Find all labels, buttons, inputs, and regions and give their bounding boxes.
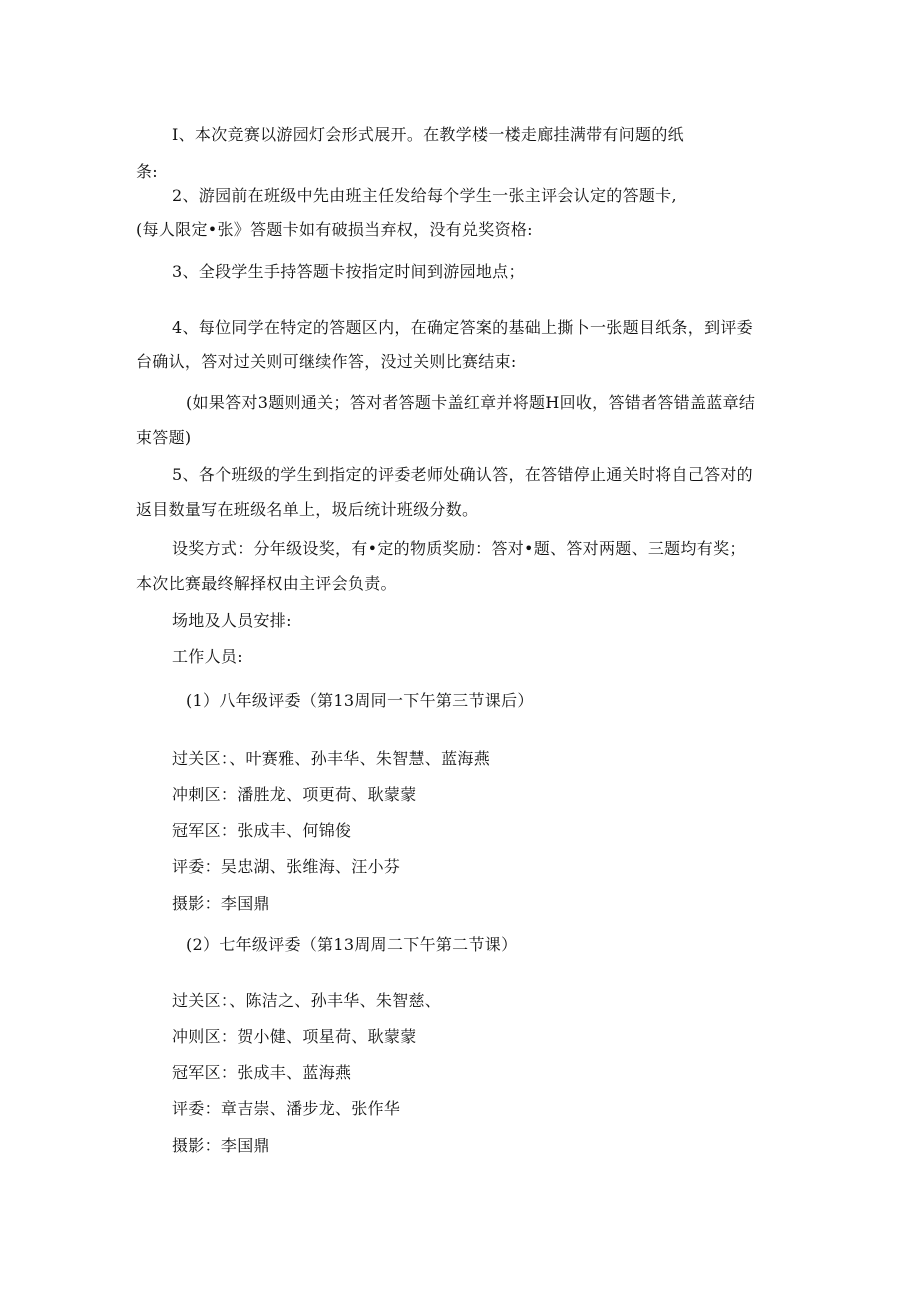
grade7-judges: 评委：章吉崇、潘步龙、张作华	[172, 1099, 401, 1118]
grade8-judges: 评委：吴忠湖、张维海、汪小芬	[172, 857, 401, 876]
grade8-sprint-zone: 冲刺区：潘胜龙、项更荷、耿蒙蒙	[172, 785, 417, 804]
awards-line-2: 本次比赛最终解择权由主评会负责。	[136, 574, 397, 593]
rule-1-line-1: I、本次竞赛以游园灯会形式展开。在教学楼一楼走廊挂满带有问题的纸	[172, 125, 684, 144]
rule-4-line-3: (如果答对3题则通关；答对者答题卡盖红章并将题H回收，答错者答错盖蓝章结	[186, 393, 756, 412]
rule-5-line-2: 返目数量写在班级名单上，圾后统计班级分数。	[136, 500, 479, 519]
venue-heading: 场地及人员安排:	[172, 611, 292, 630]
grade7-sprint-zone: 冲则区：贺小健、项星荷、耿蒙蒙	[172, 1027, 417, 1046]
grade8-pass-zone: 过关区：、叶赛雅、孙丰华、朱智慧、蓝海燕	[172, 749, 491, 768]
rule-5-line-1: 5、各个班级的学生到指定的评委老师处确认答，在答错停止通关时将自己答对的	[172, 465, 753, 484]
grade7-title: (2）七年级评委（第13周周二下午第二节课）	[186, 935, 518, 954]
grade7-champion-zone: 冠军区：张成丰、蓝海燕	[172, 1063, 352, 1082]
grade8-title: (1）八年级评委（第13周同一下午第三节课后）	[186, 691, 534, 710]
grade8-champion-zone: 冠军区：张成丰、何锦俊	[172, 821, 352, 840]
grade8-photo: 摄影：李国鼎	[172, 894, 270, 913]
grade7-photo: 摄影：李国鼎	[172, 1136, 270, 1155]
rule-3: 3、全段学生手持答题卡按指定时间到游园地点；	[172, 262, 525, 281]
rule-1-line-2: 条:	[136, 162, 158, 181]
rule-2-line-1: 2、游园前在班级中先由班主任发给每个学生一张主评会认定的答题卡,	[172, 186, 677, 205]
rule-4-line-4: 束答题)	[136, 428, 192, 447]
rule-2-line-2: (每人限定•张》答题卡如有破损当弃权，没有兑奖资格:	[136, 220, 533, 239]
staff-heading: 工作人员:	[172, 647, 243, 666]
rule-4-line-2: 台确认，答对过关则可继续作答，没过关则比赛结束:	[136, 352, 517, 371]
grade7-pass-zone: 过关区：、陈洁之、孙丰华、朱智慈、	[172, 991, 442, 1010]
rule-4-line-1: 4、每位同学在特定的答题区内，在确定答案的基础上撕卜一张题目纸条，到评委	[172, 318, 753, 337]
awards-line-1: 设奖方式：分年级设奖，有•定的物质奖励：答对•题、答对两题、三题均有奖；	[172, 539, 746, 558]
